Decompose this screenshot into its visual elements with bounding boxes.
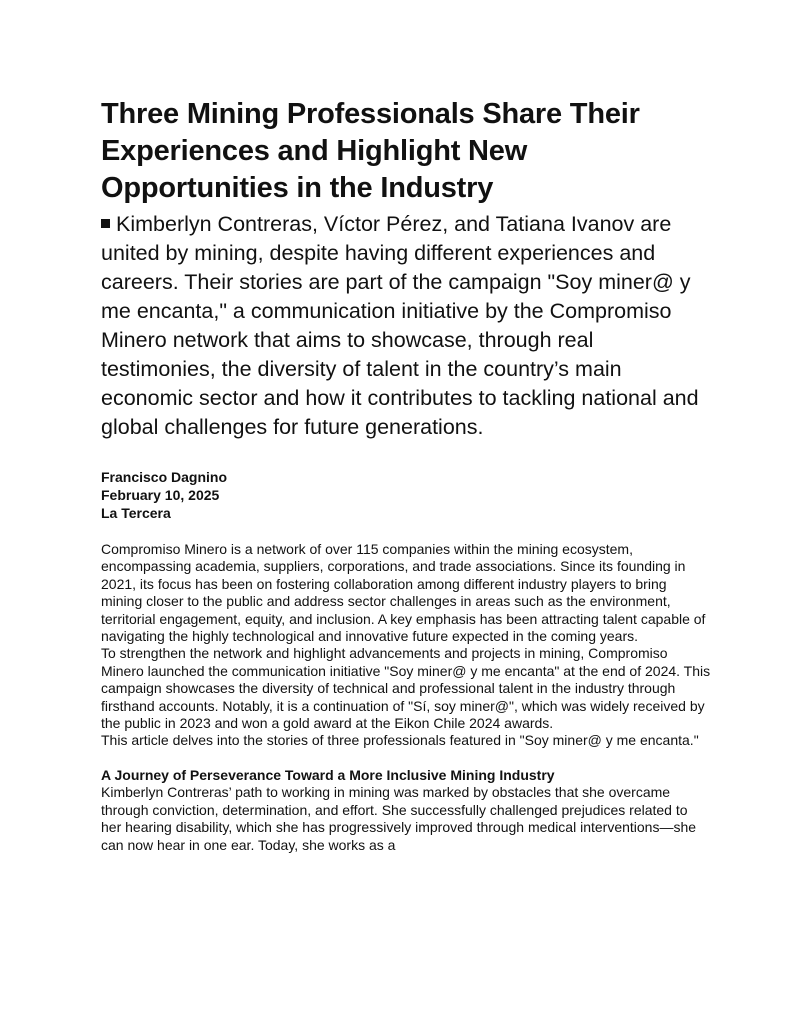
section-heading: A Journey of Perseverance Toward a More Inclusive Mining Industry (101, 766, 555, 783)
body-paragraph: This article delves into the stories of three professionals featured in "Soy miner@ y me encanta." (101, 732, 699, 749)
article-title: Three Mining Professionals Share Their Experiences and Highlight New Opportunities in the Industry (101, 98, 640, 204)
article-lede (101, 210, 701, 442)
author-name: Francisco Dagnino (101, 469, 228, 485)
article-body (101, 541, 711, 854)
article (101, 96, 711, 854)
section-paragraph: Kimberlyn Contreras’ path to working in mining was marked by obstacles that she overcame through conviction, determination, and effort. She successfully challenged prejudices related to her hearing disability, which she has progressively improved through medical interventions—she can now hear in one ear. Today, she works as a (101, 784, 697, 853)
publication-source: La Tercera (101, 505, 171, 521)
article-byline (101, 468, 711, 522)
body-paragraph: Compromiso Minero is a network of over 115 companies within the mining ecosystem, encompassing academia, suppliers, corporations, and trade associations. Since its founding in 2021, its focus has been on fostering collaboration among different industry players to bring mining closer to the public and address sector challenges in areas such as the environment, territorial engagement, equity, and inclusion. A key emphasis has been attracting talent capable of navigating the highly technological and innovative future expected in the coming years. (101, 541, 706, 645)
publish-date: February 10, 2025 (101, 487, 220, 503)
square-bullet-icon (101, 219, 110, 228)
lede-text: Kimberlyn Contreras, Víctor Pérez, and Tatiana Ivanov are united by mining, despite having different experiences and careers. Their stories are part of the campaign "Soy miner@ y me encanta," a communication initiative by the Compromiso Minero network that aims to showcase, through real testimonies, the diversity of talent in the country’s main economic sector and how it contributes to tackling national and global challenges for future generations. (101, 212, 699, 439)
body-paragraph: To strengthen the network and highlight advancements and projects in mining, Compromiso Minero launched the communication initiative "Soy miner@ y me encanta" at the end of 2024. This campaign showcases the diversity of technical and professional talent in the industry through firsthand accounts. Notably, it is a continuation of "Sí, soy miner@", which was widely received by the public in 2023 and won a gold award at the Eikon Chile 2024 awards. (101, 645, 711, 732)
